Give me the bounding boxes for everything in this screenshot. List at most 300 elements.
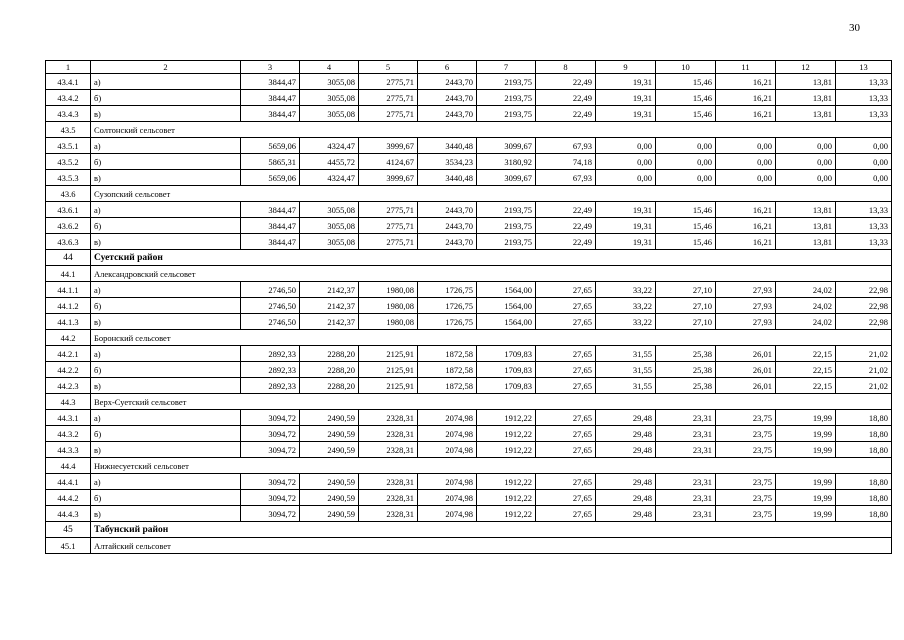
table-row <box>46 298 892 314</box>
value-cell: 0,00 <box>656 170 716 186</box>
value-cell: 2074,98 <box>418 426 477 442</box>
value-cell: 3094,72 <box>241 410 300 426</box>
table-row <box>46 234 892 250</box>
row-label: а) <box>91 202 241 218</box>
value-cell: 27,93 <box>716 282 776 298</box>
value-cell: 2490,59 <box>300 410 359 426</box>
row-label: в) <box>91 378 241 394</box>
row-code: 44 <box>46 250 91 266</box>
row-label: б) <box>91 490 241 506</box>
row-code: 44.4.3 <box>46 506 91 522</box>
value-cell: 23,75 <box>716 506 776 522</box>
value-cell: 24,02 <box>776 282 836 298</box>
value-cell: 5659,06 <box>241 138 300 154</box>
value-cell: 0,00 <box>596 154 656 170</box>
value-cell: 25,38 <box>656 362 716 378</box>
value-cell: 4455,72 <box>300 154 359 170</box>
value-cell: 2443,70 <box>418 74 477 90</box>
column-number: 2 <box>91 61 241 74</box>
value-cell: 19,99 <box>776 442 836 458</box>
value-cell: 3094,72 <box>241 490 300 506</box>
value-cell: 2892,33 <box>241 346 300 362</box>
value-cell: 3055,08 <box>300 90 359 106</box>
value-cell: 1912,22 <box>477 506 536 522</box>
value-cell: 16,21 <box>716 74 776 90</box>
row-label: в) <box>91 106 241 122</box>
row-code: 43.5 <box>46 122 91 138</box>
value-cell: 2490,59 <box>300 442 359 458</box>
value-cell: 2892,33 <box>241 378 300 394</box>
value-cell: 23,31 <box>656 426 716 442</box>
value-cell: 19,31 <box>596 218 656 234</box>
value-cell: 15,46 <box>656 90 716 106</box>
value-cell: 3844,47 <box>241 90 300 106</box>
value-cell: 0,00 <box>836 138 892 154</box>
value-cell: 0,00 <box>596 138 656 154</box>
value-cell: 31,55 <box>596 362 656 378</box>
row-code: 44.3 <box>46 394 91 410</box>
value-cell: 2443,70 <box>418 202 477 218</box>
value-cell: 13,81 <box>776 90 836 106</box>
value-cell: 19,99 <box>776 490 836 506</box>
value-cell: 23,75 <box>716 442 776 458</box>
value-cell: 0,00 <box>656 154 716 170</box>
value-cell: 0,00 <box>836 170 892 186</box>
value-cell: 18,80 <box>836 506 892 522</box>
value-cell: 19,31 <box>596 106 656 122</box>
value-cell: 2775,71 <box>359 74 418 90</box>
value-cell: 2142,37 <box>300 282 359 298</box>
district-name: Табунский район <box>91 522 892 538</box>
value-cell: 3534,23 <box>418 154 477 170</box>
row-label: а) <box>91 138 241 154</box>
value-cell: 21,02 <box>836 346 892 362</box>
value-cell: 23,31 <box>656 442 716 458</box>
settlement-name: Александровский сельсовет <box>91 266 892 282</box>
value-cell: 27,65 <box>536 314 596 330</box>
row-label: б) <box>91 298 241 314</box>
value-cell: 2288,20 <box>300 362 359 378</box>
value-cell: 21,02 <box>836 378 892 394</box>
value-cell: 23,31 <box>656 410 716 426</box>
value-cell: 22,49 <box>536 74 596 90</box>
row-code: 44.2.3 <box>46 378 91 394</box>
value-cell: 18,80 <box>836 442 892 458</box>
value-cell: 27,10 <box>656 314 716 330</box>
value-cell: 18,80 <box>836 474 892 490</box>
settlement-row <box>46 266 892 282</box>
value-cell: 16,21 <box>716 202 776 218</box>
value-cell: 2775,71 <box>359 106 418 122</box>
value-cell: 25,38 <box>656 378 716 394</box>
row-label: в) <box>91 506 241 522</box>
value-cell: 19,99 <box>776 506 836 522</box>
settlement-row <box>46 330 892 346</box>
value-cell: 2746,50 <box>241 314 300 330</box>
column-number: 9 <box>596 61 656 74</box>
value-cell: 1980,08 <box>359 298 418 314</box>
row-code: 43.5.3 <box>46 170 91 186</box>
value-cell: 2142,37 <box>300 298 359 314</box>
value-cell: 2074,98 <box>418 442 477 458</box>
row-code: 44.1.1 <box>46 282 91 298</box>
value-cell: 1564,00 <box>477 282 536 298</box>
value-cell: 22,49 <box>536 202 596 218</box>
table-row <box>46 314 892 330</box>
value-cell: 0,00 <box>776 138 836 154</box>
value-cell: 2490,59 <box>300 426 359 442</box>
settlement-row <box>46 122 892 138</box>
value-cell: 13,81 <box>776 106 836 122</box>
row-label: а) <box>91 346 241 362</box>
row-label: б) <box>91 154 241 170</box>
settlement-name: Нижнесуетский сельсовет <box>91 458 892 474</box>
row-code: 43.4.1 <box>46 74 91 90</box>
value-cell: 27,65 <box>536 378 596 394</box>
column-number-row <box>46 61 892 74</box>
value-cell: 3094,72 <box>241 506 300 522</box>
settlement-row <box>46 186 892 202</box>
table-row <box>46 154 892 170</box>
value-cell: 3180,92 <box>477 154 536 170</box>
value-cell: 29,48 <box>596 474 656 490</box>
row-code: 43.4.3 <box>46 106 91 122</box>
value-cell: 22,49 <box>536 218 596 234</box>
value-cell: 27,93 <box>716 314 776 330</box>
value-cell: 3844,47 <box>241 74 300 90</box>
value-cell: 2746,50 <box>241 282 300 298</box>
settlement-row <box>46 538 892 554</box>
value-cell: 13,33 <box>836 90 892 106</box>
value-cell: 13,33 <box>836 106 892 122</box>
value-cell: 27,65 <box>536 362 596 378</box>
value-cell: 3999,67 <box>359 138 418 154</box>
row-code: 44.4.2 <box>46 490 91 506</box>
value-cell: 3099,67 <box>477 138 536 154</box>
value-cell: 0,00 <box>716 154 776 170</box>
table-row <box>46 410 892 426</box>
row-code: 44.3.2 <box>46 426 91 442</box>
value-cell: 1980,08 <box>359 314 418 330</box>
value-cell: 1726,75 <box>418 298 477 314</box>
value-cell: 2443,70 <box>418 106 477 122</box>
row-label: б) <box>91 362 241 378</box>
value-cell: 19,31 <box>596 234 656 250</box>
value-cell: 29,48 <box>596 490 656 506</box>
value-cell: 3055,08 <box>300 218 359 234</box>
value-cell: 2490,59 <box>300 474 359 490</box>
value-cell: 22,49 <box>536 106 596 122</box>
value-cell: 2193,75 <box>477 218 536 234</box>
value-cell: 27,65 <box>536 282 596 298</box>
value-cell: 13,81 <box>776 234 836 250</box>
value-cell: 3055,08 <box>300 202 359 218</box>
column-number: 10 <box>656 61 716 74</box>
value-cell: 1912,22 <box>477 426 536 442</box>
value-cell: 3055,08 <box>300 106 359 122</box>
settlement-name: Сузопский сельсовет <box>91 186 892 202</box>
value-cell: 21,02 <box>836 362 892 378</box>
value-cell: 2775,71 <box>359 202 418 218</box>
value-cell: 2193,75 <box>477 90 536 106</box>
value-cell: 2125,91 <box>359 346 418 362</box>
row-code: 44.3.1 <box>46 410 91 426</box>
value-cell: 27,65 <box>536 426 596 442</box>
value-cell: 33,22 <box>596 298 656 314</box>
value-cell: 31,55 <box>596 378 656 394</box>
value-cell: 13,33 <box>836 218 892 234</box>
row-label: б) <box>91 426 241 442</box>
value-cell: 22,98 <box>836 282 892 298</box>
value-cell: 2775,71 <box>359 90 418 106</box>
row-code: 43.5.2 <box>46 154 91 170</box>
column-number: 8 <box>536 61 596 74</box>
value-cell: 25,38 <box>656 346 716 362</box>
value-cell: 27,10 <box>656 298 716 314</box>
value-cell: 15,46 <box>656 106 716 122</box>
value-cell: 0,00 <box>776 170 836 186</box>
value-cell: 2490,59 <box>300 490 359 506</box>
row-label: а) <box>91 282 241 298</box>
row-code: 44.1.2 <box>46 298 91 314</box>
value-cell: 23,75 <box>716 474 776 490</box>
row-code: 44.2.1 <box>46 346 91 362</box>
value-cell: 1564,00 <box>477 314 536 330</box>
value-cell: 3094,72 <box>241 442 300 458</box>
column-number: 7 <box>477 61 536 74</box>
value-cell: 5659,06 <box>241 170 300 186</box>
value-cell: 2328,31 <box>359 474 418 490</box>
row-code: 44.3.3 <box>46 442 91 458</box>
value-cell: 19,99 <box>776 410 836 426</box>
value-cell: 1912,22 <box>477 442 536 458</box>
value-cell: 16,21 <box>716 234 776 250</box>
row-code: 43.6.2 <box>46 218 91 234</box>
settlement-name: Боронский сельсовет <box>91 330 892 346</box>
value-cell: 22,15 <box>776 346 836 362</box>
column-number: 6 <box>418 61 477 74</box>
value-cell: 33,22 <box>596 314 656 330</box>
value-cell: 2328,31 <box>359 426 418 442</box>
value-cell: 2193,75 <box>477 202 536 218</box>
table-row <box>46 442 892 458</box>
value-cell: 19,99 <box>776 474 836 490</box>
row-code: 44.2.2 <box>46 362 91 378</box>
settlement-name: Верх-Суетский сельсовет <box>91 394 892 410</box>
row-code: 44.1.3 <box>46 314 91 330</box>
row-code: 43.4.2 <box>46 90 91 106</box>
value-cell: 2142,37 <box>300 314 359 330</box>
column-number: 12 <box>776 61 836 74</box>
value-cell: 2288,20 <box>300 378 359 394</box>
row-code: 45.1 <box>46 538 91 554</box>
table-row <box>46 282 892 298</box>
value-cell: 19,31 <box>596 74 656 90</box>
column-number: 4 <box>300 61 359 74</box>
value-cell: 2328,31 <box>359 442 418 458</box>
value-cell: 19,31 <box>596 90 656 106</box>
value-cell: 0,00 <box>716 170 776 186</box>
row-label: в) <box>91 234 241 250</box>
value-cell: 26,01 <box>716 378 776 394</box>
value-cell: 22,98 <box>836 298 892 314</box>
value-cell: 15,46 <box>656 202 716 218</box>
value-cell: 29,48 <box>596 506 656 522</box>
value-cell: 3999,67 <box>359 170 418 186</box>
page-number: 30 <box>849 22 860 34</box>
value-cell: 23,75 <box>716 490 776 506</box>
value-cell: 26,01 <box>716 362 776 378</box>
value-cell: 2125,91 <box>359 378 418 394</box>
value-cell: 23,31 <box>656 490 716 506</box>
row-label: в) <box>91 170 241 186</box>
value-cell: 13,81 <box>776 74 836 90</box>
value-cell: 3099,67 <box>477 170 536 186</box>
value-cell: 2443,70 <box>418 90 477 106</box>
value-cell: 4124,67 <box>359 154 418 170</box>
settlement-name: Солтонский сельсовет <box>91 122 892 138</box>
value-cell: 27,65 <box>536 410 596 426</box>
value-cell: 22,49 <box>536 234 596 250</box>
row-code: 43.6.3 <box>46 234 91 250</box>
value-cell: 67,93 <box>536 170 596 186</box>
row-code: 43.6 <box>46 186 91 202</box>
value-cell: 1872,58 <box>418 362 477 378</box>
value-cell: 23,31 <box>656 474 716 490</box>
value-cell: 23,75 <box>716 426 776 442</box>
value-cell: 0,00 <box>656 138 716 154</box>
value-cell: 0,00 <box>776 154 836 170</box>
value-cell: 2288,20 <box>300 346 359 362</box>
value-cell: 18,80 <box>836 490 892 506</box>
table-row <box>46 506 892 522</box>
value-cell: 27,65 <box>536 346 596 362</box>
column-number: 5 <box>359 61 418 74</box>
value-cell: 1980,08 <box>359 282 418 298</box>
value-cell: 24,02 <box>776 298 836 314</box>
table-row <box>46 218 892 234</box>
table-row <box>46 474 892 490</box>
value-cell: 1912,22 <box>477 474 536 490</box>
district-row <box>46 250 892 266</box>
value-cell: 0,00 <box>836 154 892 170</box>
table-row <box>46 90 892 106</box>
value-cell: 13,33 <box>836 234 892 250</box>
value-cell: 2892,33 <box>241 362 300 378</box>
value-cell: 29,48 <box>596 410 656 426</box>
row-code: 44.4 <box>46 458 91 474</box>
value-cell: 1709,83 <box>477 378 536 394</box>
value-cell: 13,81 <box>776 218 836 234</box>
row-code: 44.4.1 <box>46 474 91 490</box>
row-label: б) <box>91 218 241 234</box>
value-cell: 2074,98 <box>418 410 477 426</box>
value-cell: 24,02 <box>776 314 836 330</box>
value-cell: 3844,47 <box>241 218 300 234</box>
value-cell: 1912,22 <box>477 490 536 506</box>
row-code: 44.2 <box>46 330 91 346</box>
value-cell: 23,75 <box>716 410 776 426</box>
value-cell: 15,46 <box>656 234 716 250</box>
table-row <box>46 138 892 154</box>
value-cell: 27,65 <box>536 506 596 522</box>
value-cell: 3844,47 <box>241 202 300 218</box>
value-cell: 1564,00 <box>477 298 536 314</box>
value-cell: 13,81 <box>776 202 836 218</box>
value-cell: 3440,48 <box>418 138 477 154</box>
value-cell: 2074,98 <box>418 490 477 506</box>
value-cell: 2074,98 <box>418 474 477 490</box>
value-cell: 4324,47 <box>300 138 359 154</box>
value-cell: 15,46 <box>656 74 716 90</box>
value-cell: 2443,70 <box>418 218 477 234</box>
value-cell: 2775,71 <box>359 234 418 250</box>
value-cell: 13,33 <box>836 74 892 90</box>
value-cell: 2125,91 <box>359 362 418 378</box>
table-row <box>46 346 892 362</box>
value-cell: 3844,47 <box>241 234 300 250</box>
value-cell: 2443,70 <box>418 234 477 250</box>
value-cell: 15,46 <box>656 218 716 234</box>
value-cell: 1872,58 <box>418 378 477 394</box>
value-cell: 29,48 <box>596 426 656 442</box>
value-cell: 67,93 <box>536 138 596 154</box>
value-cell: 3055,08 <box>300 234 359 250</box>
value-cell: 33,22 <box>596 282 656 298</box>
tariff-table <box>45 60 892 554</box>
row-label: а) <box>91 74 241 90</box>
value-cell: 2193,75 <box>477 234 536 250</box>
value-cell: 2193,75 <box>477 106 536 122</box>
value-cell: 3844,47 <box>241 106 300 122</box>
value-cell: 1726,75 <box>418 314 477 330</box>
value-cell: 27,93 <box>716 298 776 314</box>
value-cell: 13,33 <box>836 202 892 218</box>
row-code: 45 <box>46 522 91 538</box>
column-number: 13 <box>836 61 892 74</box>
value-cell: 27,10 <box>656 282 716 298</box>
value-cell: 27,65 <box>536 442 596 458</box>
value-cell: 18,80 <box>836 410 892 426</box>
row-label: в) <box>91 314 241 330</box>
value-cell: 2490,59 <box>300 506 359 522</box>
value-cell: 2746,50 <box>241 298 300 314</box>
row-code: 44.1 <box>46 266 91 282</box>
value-cell: 3055,08 <box>300 74 359 90</box>
value-cell: 16,21 <box>716 90 776 106</box>
value-cell: 5865,31 <box>241 154 300 170</box>
settlement-row <box>46 458 892 474</box>
row-label: в) <box>91 442 241 458</box>
table-row <box>46 362 892 378</box>
settlement-name: Алтайский сельсовет <box>91 538 892 554</box>
value-cell: 2328,31 <box>359 410 418 426</box>
value-cell: 16,21 <box>716 106 776 122</box>
value-cell: 23,31 <box>656 506 716 522</box>
value-cell: 16,21 <box>716 218 776 234</box>
value-cell: 27,65 <box>536 474 596 490</box>
value-cell: 27,65 <box>536 298 596 314</box>
row-code: 43.6.1 <box>46 202 91 218</box>
value-cell: 1726,75 <box>418 282 477 298</box>
value-cell: 22,49 <box>536 90 596 106</box>
value-cell: 19,31 <box>596 202 656 218</box>
row-label: а) <box>91 474 241 490</box>
value-cell: 74,18 <box>536 154 596 170</box>
value-cell: 19,99 <box>776 426 836 442</box>
value-cell: 4324,47 <box>300 170 359 186</box>
value-cell: 3440,48 <box>418 170 477 186</box>
